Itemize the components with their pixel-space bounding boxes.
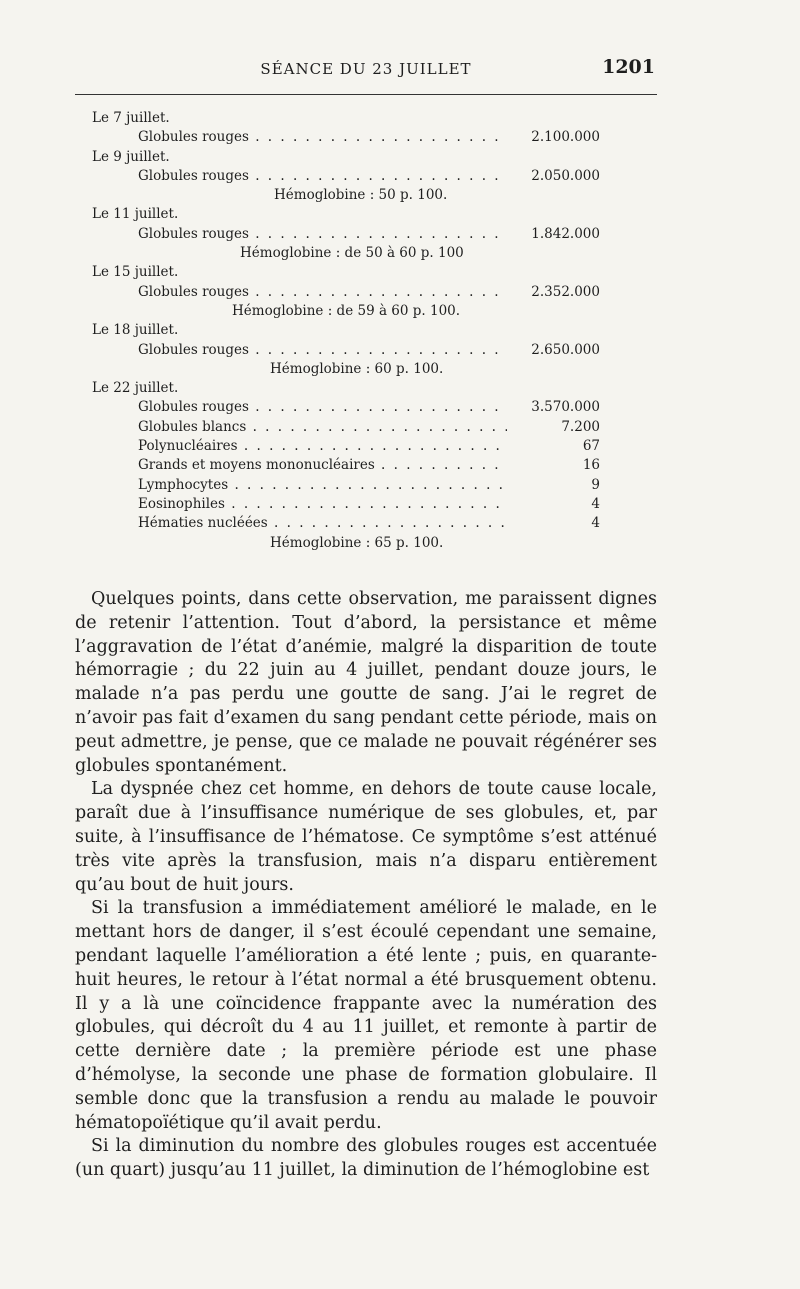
hemoglobine-line: Hémoglobine : 65 p. 100. xyxy=(270,534,444,551)
measurement-row xyxy=(92,418,612,437)
measurement-row xyxy=(92,456,612,475)
entry-date: Le 22 juillet. xyxy=(92,380,179,397)
hemoglobine-line: Hémoglobine : de 50 à 60 p. 100 xyxy=(240,245,464,262)
measurement-row xyxy=(92,398,612,417)
measurement-value: 67 xyxy=(582,438,600,455)
measurement-value: 2.100.000 xyxy=(531,129,600,146)
measurement-value: 7.200 xyxy=(561,418,600,435)
header-rule xyxy=(75,94,657,95)
measurement-label: Lymphocytes . . . xyxy=(138,476,507,495)
entry-date: Le 15 juillet. xyxy=(92,264,179,281)
measurement-value: 1.842.000 xyxy=(531,225,600,242)
entry-date: Le 7 juillet. xyxy=(92,110,170,126)
measurement-label: Polynucléaires . . . xyxy=(138,437,507,456)
running-title: SÉANCE DU 23 JUILLET xyxy=(260,60,472,78)
measurement-label: Hématies nucléées . . . xyxy=(138,514,507,533)
measurement-label: Globules rouges . . . xyxy=(138,167,507,186)
measurement-row xyxy=(92,514,612,533)
paragraph: La dyspnée chez cet homme, en dehors de toute cause locale, paraît due à l’insuffisance numérique de ses globules, et, par suite, à l’insuffisance de l’hématose. Ce symptôme s’est atténué très vite après la transfusion, mais n’a disparu entièrement qu’au bout de huit jours. xyxy=(75,779,657,895)
measurement-row xyxy=(92,341,612,360)
measurement-row xyxy=(92,283,612,302)
hemoglobine-line: Hémoglobine : 60 p. 100. xyxy=(270,360,444,377)
measurement-label: Globules rouges . . . xyxy=(138,283,507,302)
paragraph: Quelques points, dans cette observation, me paraissent dignes de retenir l’attention. Tout d’abord, la persistance et même l’aggravation de l’état d’anémie, malgré la disparition de toute hémorragie ; du 22 juin au 4 juillet, pendant douze jours, le malade n’a pas perdu une goutte de sang. J’ai le regret de n’avoir pas fait d’examen du sang pendant cette période, mais on peut admettre, je pense, que ce malade ne pouvait régénérer ses globules spontanément. xyxy=(75,589,657,776)
hemoglobine-line: Hémoglobine : 50 p. 100. xyxy=(274,187,448,204)
measurement-value: 2.050.000 xyxy=(531,167,600,184)
measurement-value: 2.352.000 xyxy=(531,283,600,300)
measurement-label: Globules rouges . . . xyxy=(138,398,507,417)
entry-date: Le 11 juillet. xyxy=(92,206,179,223)
measurement-row xyxy=(92,476,612,495)
measurement-label: Globules rouges . . . xyxy=(138,225,507,244)
entry-date: Le 18 juillet. xyxy=(92,322,179,339)
measurement-label: Globules blancs . . . xyxy=(138,418,507,437)
entry-date: Le 9 juillet. xyxy=(92,148,170,165)
blood-count-table xyxy=(92,109,612,553)
measurement-value: 3.570.000 xyxy=(531,399,600,416)
measurement-row xyxy=(92,167,612,186)
measurement-row xyxy=(92,225,612,244)
paragraph: Si la transfusion a immédiatement amélioré le malade, en le mettant hors de danger, il s’est écoulé cependant une semaine, pendant laquelle l’amélioration a été lente ; puis, en quarante-huit heures, le retour à l’état normal a été brusquement obtenu. Il y a là une coïncidence frappante avec la numération des globules, qui décroît du 4 au 11 juillet, et remonte à partir de cette dernière date ; la première période est une phase d’hémolyse, la seconde une phase de formation globulaire. Il semble donc que la transfusion a rendu au malade le pouvoir hématopoïétique qu’il avait perdu. xyxy=(75,898,657,1133)
measurement-label: Eosinophiles . . . xyxy=(138,495,507,514)
page-number: 1201 xyxy=(602,56,655,78)
running-head xyxy=(75,52,657,86)
measurement-label: Grands et moyens mononucléaires . . . xyxy=(138,456,507,475)
measurement-value: 16 xyxy=(582,457,600,474)
measurement-row xyxy=(92,437,612,456)
measurement-value: 4 xyxy=(591,495,600,512)
hemoglobine-line: Hémoglobine : de 59 à 60 p. 100. xyxy=(232,302,461,319)
measurement-row xyxy=(92,128,612,147)
measurement-label: Globules rouges . . . xyxy=(138,128,507,147)
body-text xyxy=(75,588,657,1183)
measurement-value: 9 xyxy=(591,476,600,493)
measurement-value: 4 xyxy=(591,515,600,532)
paragraph: Si la diminution du nombre des globules rouges est accentuée (un quart) jusqu’au 11 juillet, la diminution de l’hémoglobine est xyxy=(75,1136,657,1181)
measurement-row xyxy=(92,495,612,514)
measurement-value: 2.650.000 xyxy=(531,341,600,358)
measurement-label: Globules rouges . . . xyxy=(138,341,507,360)
